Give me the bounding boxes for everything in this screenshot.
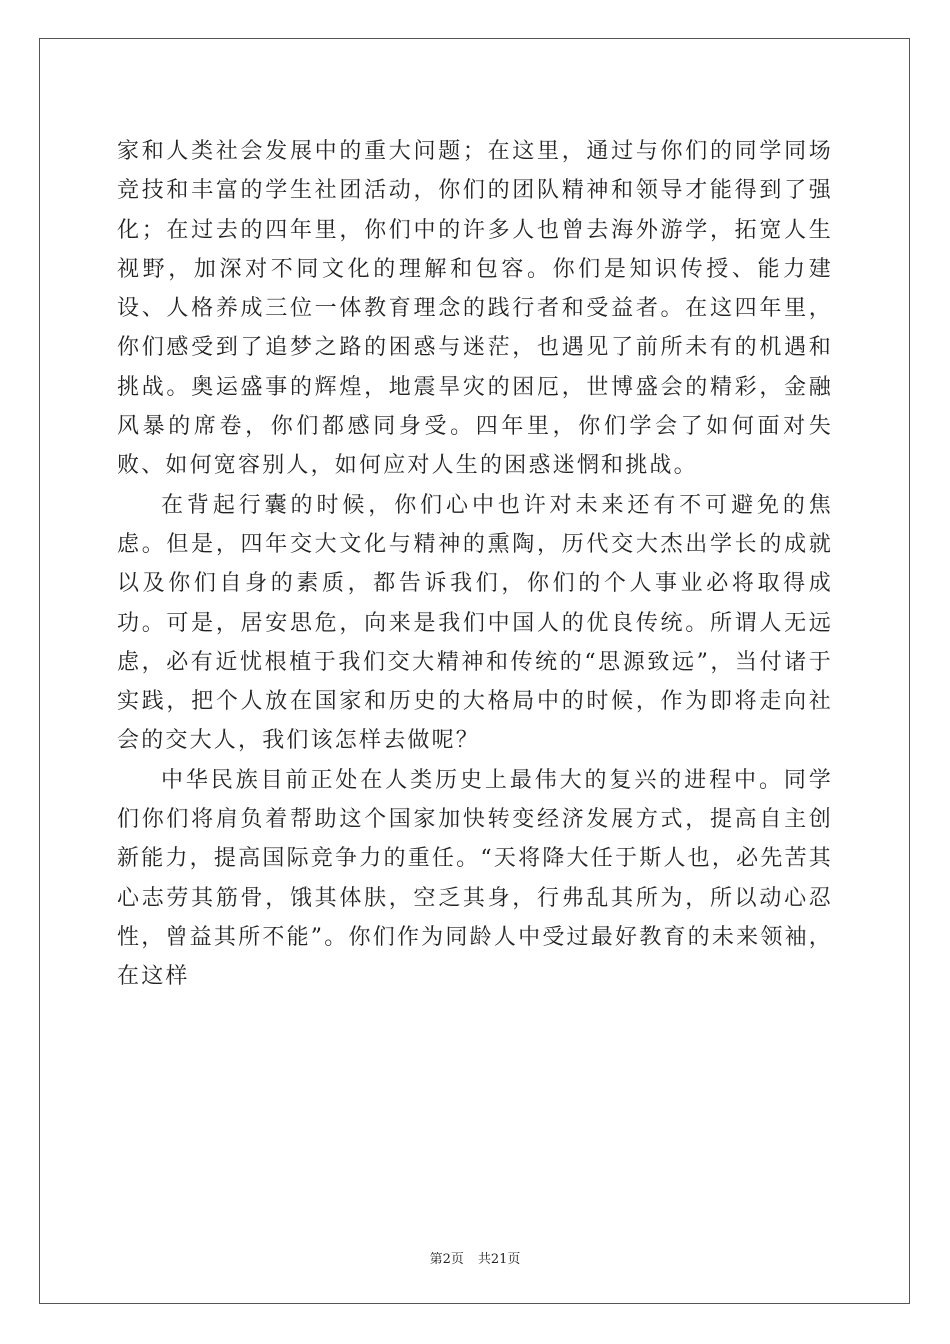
page-number: 第2页: [429, 1252, 464, 1267]
page-footer: [0, 1248, 950, 1267]
paragraph-2: 在背起行囊的时候，你们心中也许对未来还有不可避免的焦虑。但是，四年交大文化与精神的熏陶，历代交大杰出学长的成就以及你们自身的素质，都告诉我们，你们的个人事业必将取得成功。可是，居安思危，向来是我们中国人的优良传统。所谓人无远虑，必有近忧根植于我们交大精神和传统的“思源致远”，当付诸于实践，把个人放在国家和历史的大格局中的时候，作为即将走向社会的交大人，我们该怎样去做呢？: [117, 492, 833, 754]
paragraph-3: 中华民族目前正处在人类历史上最伟大的复兴的进程中。同学们你们将肩负着帮助这个国家加快转变经济发展方式，提高自主创新能力，提高国际竞争力的重任。“天将降大任于斯人也，必先苦其心志劳其筋骨，饿其体肤，空乏其身，行弗乱其所为，所以动心忍性，曾益其所不能”。你们作为同龄人中受过最好教育的未来领袖，在这样: [117, 767, 833, 990]
paragraph-1: 家和人类社会发展中的重大问题；在这里，通过与你们的同学同场竞技和丰富的学生社团活动，你们的团队精神和领导才能得到了强化；在过去的四年里，你们中的许多人也曾去海外游学，拓宽人生视野，加深对不同文化的理解和包容。你们是知识传授、能力建设、人格养成三位一体教育理念的践行者和受益者。在这四年里，你们感受到了追梦之路的困惑与迷茫，也遇见了前所未有的机遇和挑战。奥运盛事的辉煌，地震旱灾的困厄，世博盛会的精彩，金融风暴的席卷，你们都感同身受。四年里，你们学会了如何面对失败、如何宽容别人，如何应对人生的困惑迷惘和挑战。: [117, 139, 833, 479]
document-body: [117, 132, 833, 997]
page-total: 共21页: [477, 1252, 521, 1267]
